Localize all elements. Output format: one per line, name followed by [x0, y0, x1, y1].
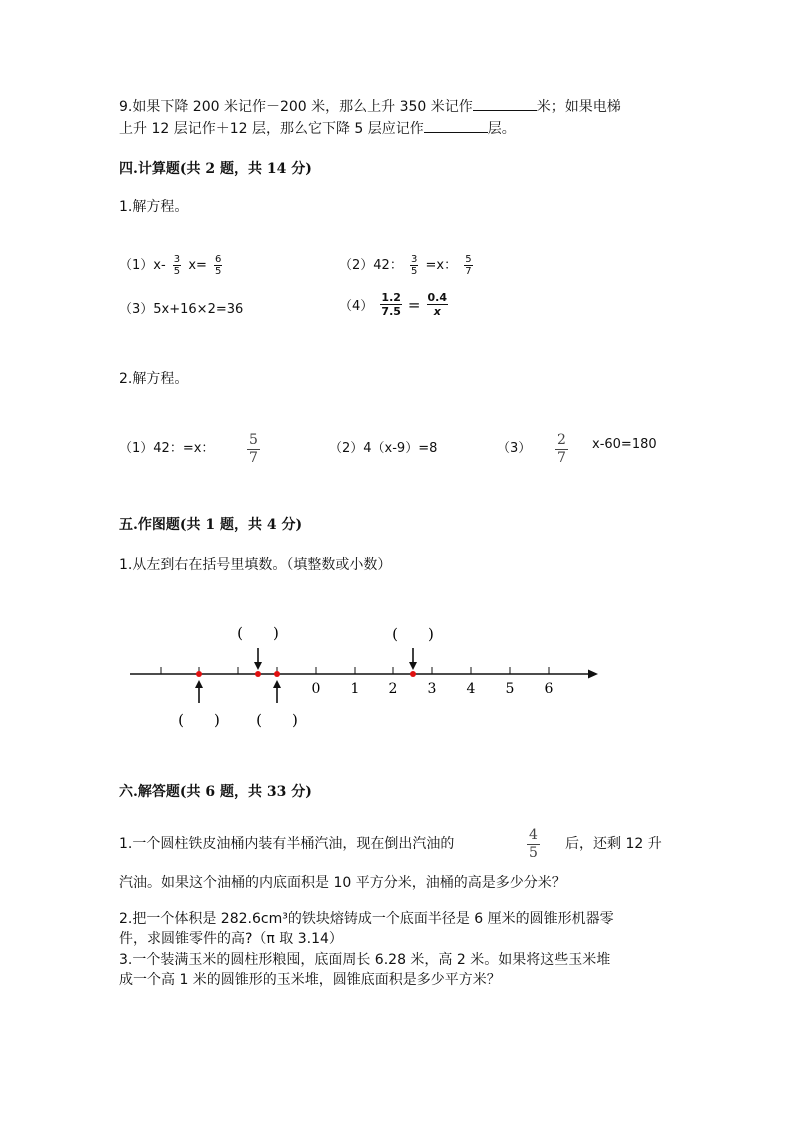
s4-q1-p1-mid: x= — [188, 258, 207, 273]
fraction-denominator: 5 — [215, 266, 222, 277]
s4-q2-problem-1-frac — [247, 432, 260, 467]
tick-label-2: 2 — [388, 681, 398, 697]
tick-marks — [161, 667, 549, 674]
s6-q2-line2: 件，求圆锥零件的高?（π 取 3.14） — [119, 931, 343, 947]
section5-title: 五.作图题(共 1 题，共 4 分) — [119, 517, 303, 533]
fraction-numerator: 3 — [173, 254, 181, 265]
q9-line2-text-b: 层。 — [487, 121, 516, 137]
s5-q1-title: 1.从左到右在括号里填数。（填整数或小数） — [119, 557, 392, 573]
s6-q1-text-b: 后，还剩 12 升 — [565, 836, 662, 852]
fraction-numerator: 5 — [249, 432, 258, 448]
fraction-numerator: 1.2 — [381, 291, 401, 304]
s4-q1-p2-label: （2）42： — [339, 258, 403, 273]
s4-q2-title: 2.解方程。 — [119, 371, 189, 387]
q9-line1-text-b: 米；如果电梯 — [536, 99, 621, 115]
q9-line1-text-a: 9.如果下降 200 米记作－200 米，那么上升 350 米记作 — [119, 99, 473, 115]
up-arrow-icon — [273, 680, 281, 703]
s4-q1-p2-mid: =x： — [425, 258, 458, 273]
s4-q1-problem-1 — [119, 254, 225, 277]
tick-label-3: 3 — [427, 681, 437, 697]
s4-q1-p2-frac2 — [464, 254, 472, 277]
answer-blank-bottom-1[interactable]: ( ) — [178, 711, 220, 729]
fraction-denominator: 5 — [529, 845, 538, 861]
s4-q1-p4-frac1 — [380, 291, 402, 318]
s6-q2-line1: 2.把一个体积是 282.6cm³的铁块熔铸成一个底面半径是 6 厘米的圆锥形机器零 — [119, 911, 614, 927]
tick-label-5: 5 — [505, 681, 515, 697]
q9-line2-text-a: 上升 12 层记作＋12 层，那么它下降 5 层应记作 — [119, 121, 424, 137]
fraction-numerator: 3 — [410, 254, 418, 265]
s4-q1-p2-frac1 — [410, 254, 418, 277]
s4-q2-problem-1-label: （1）42：=x： — [119, 441, 215, 456]
s4-q2-problem-2: （2）4（x-9）=8 — [329, 441, 438, 456]
s6-q1-frac — [527, 827, 540, 862]
s4-q1-p4-equals: = — [407, 295, 421, 314]
s6-q1-text-a: 1.一个圆柱铁皮油桶内装有半桶汽油，现在倒出汽油的 — [119, 836, 455, 852]
fraction-numerator: 2 — [557, 432, 566, 448]
fraction-denominator: 5 — [410, 266, 418, 277]
point-d — [410, 671, 416, 677]
point-a — [196, 671, 202, 677]
down-arrow-icon — [254, 648, 262, 670]
tick-label-1: 1 — [350, 681, 360, 697]
tick-label-4: 4 — [466, 681, 476, 697]
s4-q1-p1-frac2 — [214, 254, 222, 277]
down-arrow-icon — [409, 648, 417, 670]
axis-arrowhead-icon — [588, 670, 598, 679]
s6-q1-line2: 汽油。如果这个油桶的内底面积是 10 平方分米，油桶的高是多少分米？ — [119, 875, 566, 891]
s4-q1-problem-4 — [339, 291, 451, 318]
s4-q1-p1-label: （1）x- — [119, 258, 166, 273]
fraction-numerator: 6 — [215, 254, 222, 265]
fraction-denominator: 7 — [557, 450, 566, 466]
s6-q3-line2: 成一个高 1 米的圆锥形的玉米堆，圆锥底面积是多少平方米？ — [119, 972, 501, 988]
fraction-numerator: 5 — [465, 254, 472, 265]
tick-label-6: 6 — [544, 681, 554, 697]
q9-line2 — [119, 118, 516, 139]
q9-line1 — [119, 96, 621, 117]
q9-answer-blank-2[interactable] — [424, 118, 488, 133]
tick-label-0: 0 — [311, 681, 321, 697]
q9-answer-blank-1[interactable] — [473, 96, 537, 111]
answer-blank-bottom-2[interactable]: ( ) — [256, 711, 298, 729]
s4-q2-problem-3-rest: x-60=180 — [592, 437, 657, 452]
section6-title: 六.解答题(共 6 题，共 33 分) — [119, 784, 312, 800]
s4-q2-problem-3-label: （3） — [497, 441, 532, 456]
up-arrow-icon — [195, 680, 203, 703]
fraction-denominator: 7.5 — [381, 305, 401, 318]
fraction-denominator: 5 — [173, 266, 181, 277]
point-b — [255, 671, 261, 677]
s4-q1-problem-2 — [339, 254, 476, 277]
number-line-figure — [0, 610, 794, 740]
fraction-denominator: x — [433, 305, 441, 318]
s4-q1-p1-frac1 — [173, 254, 181, 277]
fraction-denominator: 7 — [249, 450, 258, 466]
s6-q3-line1: 3.一个装满玉米的圆柱形粮囤，底面周长 6.28 米，高 2 米。如果将这些玉米堆 — [119, 952, 611, 968]
s4-q1-title: 1.解方程。 — [119, 199, 189, 215]
section4-title: 四.计算题(共 2 题，共 14 分) — [119, 161, 312, 177]
s4-q1-p4-frac2 — [427, 291, 449, 318]
fraction-numerator: 0.4 — [427, 291, 447, 304]
answer-blank-top-1[interactable]: ( ) — [237, 624, 279, 642]
answer-blank-top-2[interactable]: ( ) — [392, 625, 434, 643]
s4-q1-problem-3: （3）5x+16×2=36 — [119, 302, 244, 317]
fraction-denominator: 7 — [465, 266, 472, 277]
fraction-numerator: 4 — [529, 827, 538, 843]
s4-q1-p4-label: （4） — [339, 299, 374, 314]
s4-q2-problem-3-frac — [555, 432, 568, 467]
point-c — [274, 671, 280, 677]
